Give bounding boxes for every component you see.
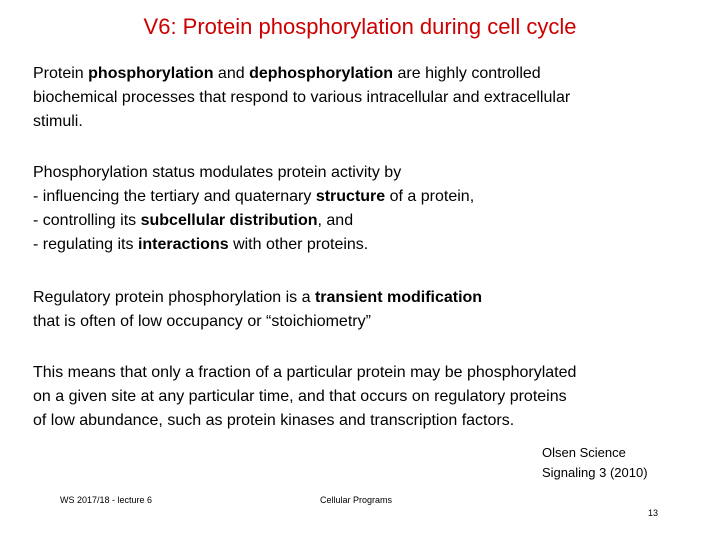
text-line: on a given site at any particular time, and that occurs on regulatory proteins	[33, 388, 567, 405]
footer-course: Cellular Programs	[320, 495, 393, 505]
page-number: 13	[648, 508, 659, 518]
text-span: - influencing the tertiary and quaternary	[33, 188, 316, 205]
text-span: - regulating its	[33, 236, 138, 253]
text-span: - controlling its	[33, 212, 141, 229]
bold-term: subcellular distribution	[140, 212, 318, 229]
bold-term: structure	[315, 188, 386, 205]
bullet-line	[33, 209, 693, 233]
footer-lecture: WS 2017/18 - lecture 6	[60, 495, 153, 505]
paragraph-phosphorylation-intro	[33, 62, 693, 134]
text-line: that is often of low occupancy or “stoichiometry”	[33, 313, 371, 330]
text-span: Protein	[33, 65, 89, 82]
paragraph-transient-modification	[33, 286, 693, 334]
text-line: of low abundance, such as protein kinases and transcription factors.	[33, 412, 515, 429]
bold-term: phosphorylation	[88, 65, 214, 82]
text-span: with other proteins.	[228, 236, 369, 253]
slide-title: V6: Protein phosphorylation during cell cycle	[143, 14, 577, 39]
bold-term: interactions	[137, 236, 229, 253]
text-span: of a protein,	[385, 188, 475, 205]
text-span: are highly controlled	[393, 65, 541, 82]
text-span: and	[213, 65, 250, 82]
text-line	[33, 62, 693, 86]
text-line: Phosphorylation status modulates protein activity by	[33, 164, 402, 181]
citation	[542, 443, 648, 483]
bold-term: transient modification	[314, 289, 483, 306]
paragraph-phosphorylation-status	[33, 161, 693, 257]
text-line: This means that only a fraction of a particular protein may be phosphorylated	[33, 364, 577, 381]
citation-line: Olsen Science	[542, 445, 626, 460]
text-line: biochemical processes that respond to various intracellular and extracellular	[33, 89, 571, 106]
bullet-line	[33, 233, 693, 257]
bold-term: dephosphorylation	[249, 65, 394, 82]
paragraph-fraction-phosphorylated	[33, 361, 693, 433]
bullet-line	[33, 185, 693, 209]
text-span: Regulatory protein phosphorylation is a	[33, 289, 315, 306]
text-span: , and	[317, 212, 354, 229]
text-line: stimuli.	[33, 113, 83, 130]
text-line	[33, 286, 693, 310]
citation-line: Signaling 3 (2010)	[542, 465, 648, 480]
